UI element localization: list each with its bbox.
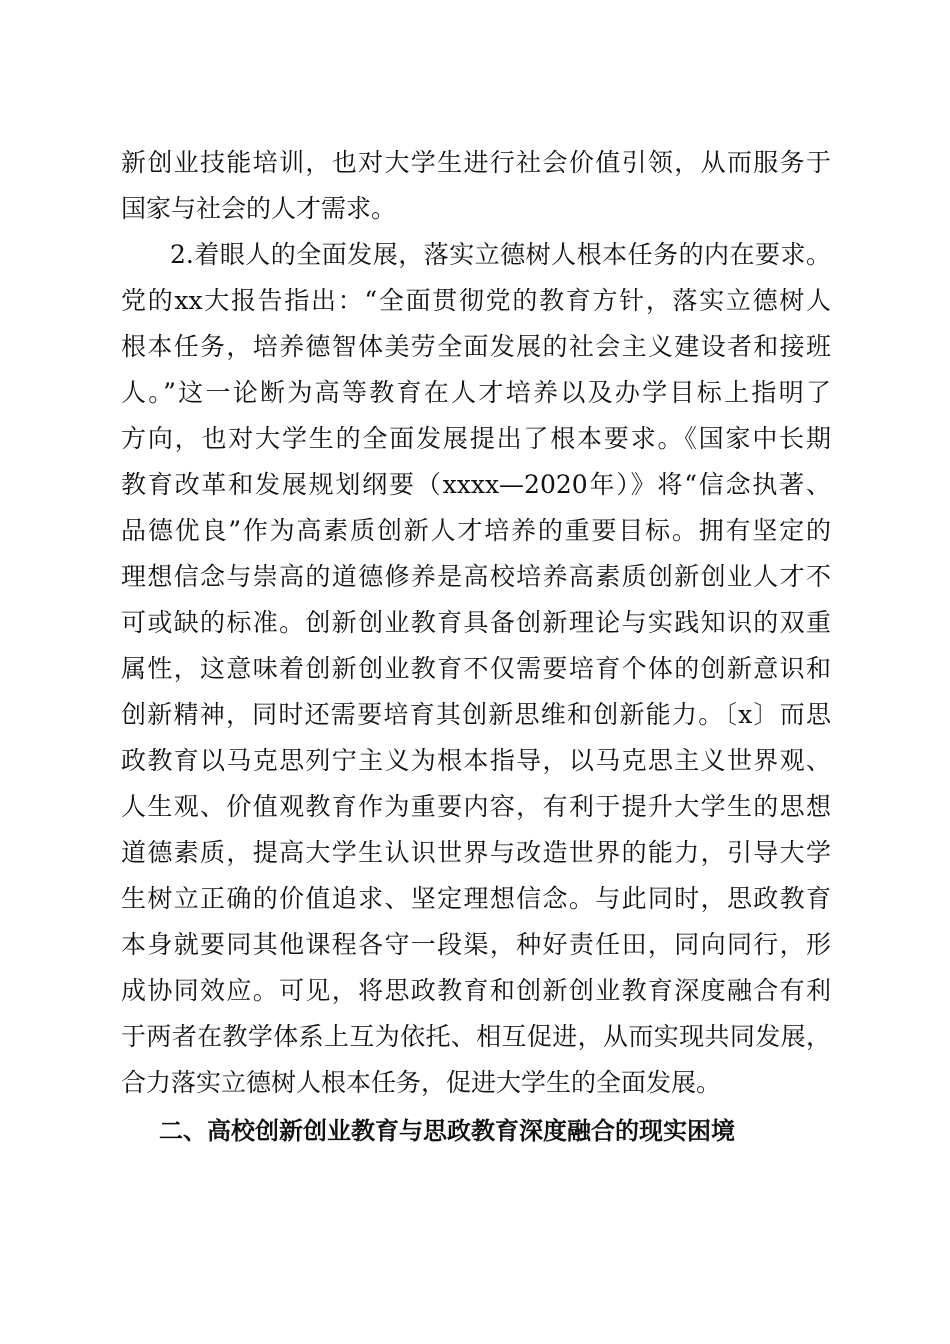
- paragraph-line: 道德素质，提高大学生认识世界与改造世界的能力，引导大学: [121, 838, 831, 867]
- paragraph-line: 本身就要同其他课程各守一段渠，种好责任田，同向同行，形: [121, 930, 831, 959]
- paragraph-line: 可或缺的标准。创新创业教育具备创新理论与实践知识的双重: [121, 608, 831, 637]
- paragraph-line: 政教育以马克思列宁主义为根本指导，以马克思主义世界观、: [121, 746, 831, 775]
- paragraph-line: 于两者在教学体系上互为依托、相互促进，从而实现共同发展，: [121, 1022, 831, 1051]
- paragraph-line: 人。”这一论断为高等教育在人才培养以及办学目标上指明了: [121, 378, 831, 407]
- paragraph-line: 合力落实立德树人根本任务，促进大学生的全面发展。: [121, 1068, 722, 1097]
- paragraph-line: 理想信念与崇高的道德修养是高校培养高素质创新创业人才不: [121, 562, 831, 591]
- paragraph-line: 党的xx大报告指出：“全面贯彻党的教育方针，落实立德树人: [121, 286, 831, 315]
- paragraph-line: 品德优良”作为高素质创新人才培养的重要目标。拥有坚定的: [121, 516, 831, 545]
- paragraph-line: 人生观、价值观教育作为重要内容，有利于提升大学生的思想: [121, 792, 831, 821]
- paragraph-line: 生树立正确的价值追求、坚定理想信念。与此同时，思政教育: [121, 884, 831, 913]
- paragraph-line: 教育改革和发展规划纲要（xxxx—2020年）》将“信念执著、: [121, 470, 831, 499]
- paragraph-line: 创新精神，同时还需要培育其创新思维和创新能力。〔x〕而思: [121, 700, 831, 729]
- paragraph-line: 属性，这意味着创新创业教育不仅需要培育个体的创新意识和: [121, 654, 831, 683]
- paragraph-line: 国家与社会的人才需求。: [121, 194, 397, 223]
- section-heading: 二、高校创新创业教育与思政教育深度融合的现实困境: [159, 1117, 735, 1145]
- paragraph-line: 方向，也对大学生的全面发展提出了根本要求。《国家中长期: [121, 424, 831, 453]
- paragraph-line: 成协同效应。可见，将思政教育和创新创业教育深度融合有利: [121, 976, 831, 1005]
- paragraph-line: 2.着眼人的全面发展，落实立德树人根本任务的内在要求。: [170, 240, 831, 269]
- paragraph-line: 新创业技能培训，也对大学生进行社会价值引领，从而服务于: [121, 148, 831, 177]
- paragraph-line: 根本任务，培养德智体美劳全面发展的社会主义建设者和接班: [121, 332, 831, 361]
